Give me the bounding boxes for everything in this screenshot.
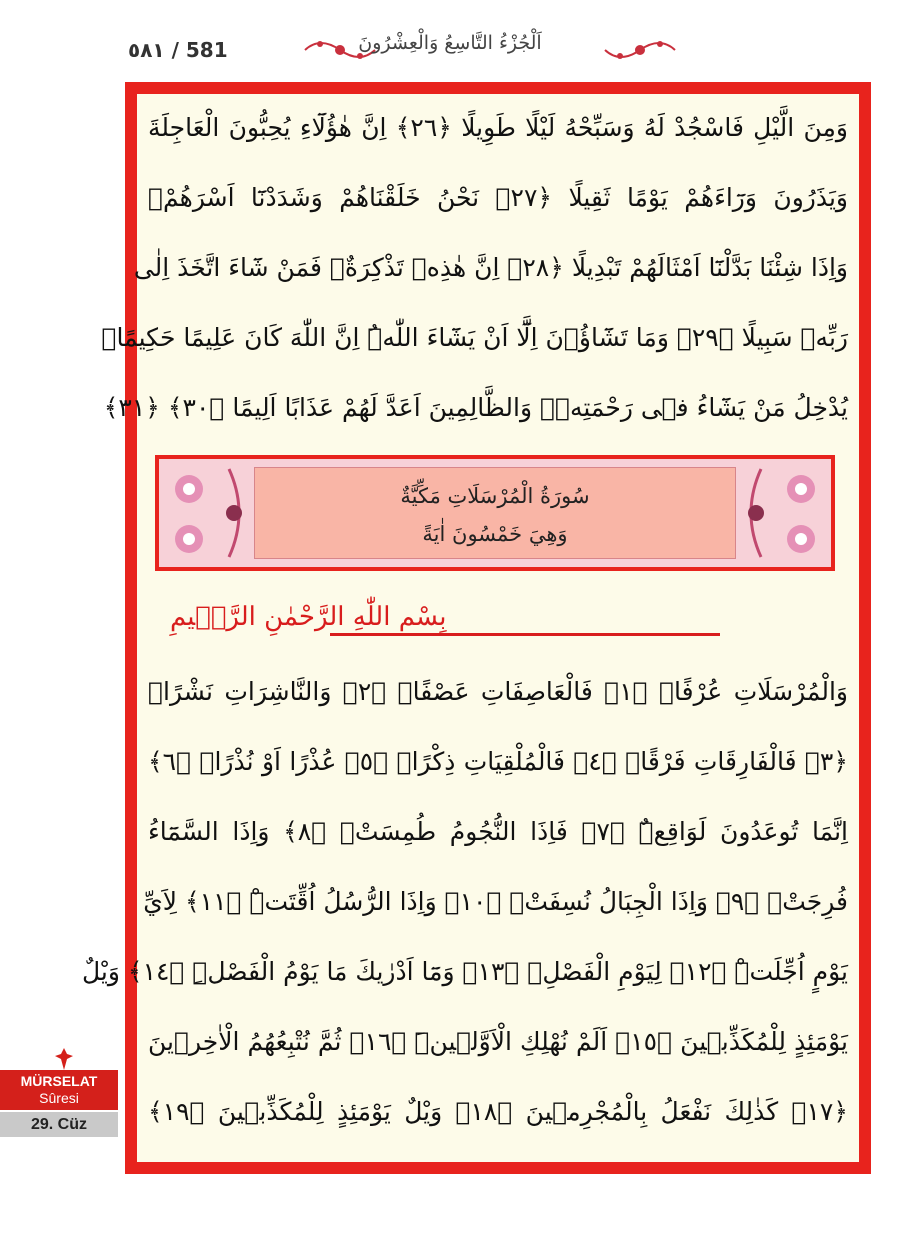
ayah-count: وَهِيَ خَمْسُونَ اٰيَةً	[422, 522, 568, 546]
header-ornament-right-icon	[600, 34, 680, 66]
basmala-stroke	[330, 633, 720, 636]
floral-ornament-icon	[736, 459, 831, 567]
verse-line: رَبِّهٖ سَبِيلًا ﴿٢٩﴾ وَمَا تَشَٓاؤُ۫نَ اِلَّٓا اَنْ يَشَٓاءَ اللّٰهُۜ اِنَّ اللّٰهَ كَانَ عَلِيمًا حَكِيمًاۗ	[101, 323, 848, 352]
verse-line: وَمِنَ الَّيْلِ فَاسْجُدْ لَهُ وَسَبِّحْهُ لَيْلًا طَوِيلًا ﴿٢٦﴾ اِنَّ هٰؤُلَٓاءِ يُحِبُّونَ الْعَاجِلَةَ	[148, 113, 848, 142]
surah-side-label: Sûresi	[39, 1090, 79, 1106]
juz-side-tab[interactable]: 29. Cüz	[0, 1112, 118, 1137]
surah-title: سُورَةُ الْمُرْسَلَاتِ مَكِّيَّةٌ	[400, 484, 590, 508]
verse-line: يَوْمَئِذٍ لِلْمُكَذِّب۪ينَ ﴿١٥﴾ اَلَمْ نُهْلِكِ الْاَوَّل۪ينَۜ ﴿١٦﴾ ثُمَّ نُتْبِعُهُمُ الْاٰخِر۪ينَ	[148, 1027, 848, 1056]
verse-line: فُرِجَتْۙ ﴿٩﴾ وَاِذَا الْجِبَالُ نُسِفَتْۙ ﴿١٠﴾ وَاِذَا الرُّسُلُ اُقِّتَتْۜ ﴿١١﴾ لِاَيِّ	[143, 887, 848, 916]
verse-line: وَيَذَرُونَ وَرَٓاءَهُمْ يَوْمًا ثَقِيلًا ﴿٢٧﴾ نَحْنُ خَلَقْنَاهُمْ وَشَدَدْنَٓا اَسْرَهُمْۚ	[148, 183, 848, 212]
floral-ornament-icon	[159, 459, 254, 567]
banner-ornament-frame	[159, 459, 831, 567]
verse-line: يُدْخِلُ مَنْ يَشَٓاءُ فٖى رَحْمَتِهٖۜ وَالظَّالِمِينَ اَعَدَّ لَهُمْ عَذَابًا اَلِيمًا ﴿٣٠﴾ ﴿٣١﴾	[103, 393, 848, 422]
verse-line: ﴿٣﴾ فَالْفَارِقَاتِ فَرْقًاۙ ﴿٤﴾ فَالْمُلْقِيَاتِ ذِكْرًاۙ ﴿٥﴾ عُذْرًا اَوْ نُذْرًاۙ ﴿٦﴾	[148, 747, 848, 776]
verse-line: ﴿١٧﴾ كَذٰلِكَ نَفْعَلُ بِالْمُجْرِم۪ينَ ﴿١٨﴾ وَيْلٌ يَوْمَئِذٍ لِلْمُكَذِّب۪ينَ ﴿١٩﴾	[148, 1097, 848, 1126]
fleur-ornament-icon	[55, 1048, 73, 1070]
surah-side-tab[interactable]	[0, 1070, 118, 1110]
verse-line: وَاِذَا شِئْنَا بَدَّلْنَٓا اَمْثَالَهُمْ تَبْدِيلًا ﴿٢٨﴾ اِنَّ هٰذِهٖ تَذْكِرَةٌۚ فَمَنْ شَٓاءَ اتَّخَذَ اِلٰى	[133, 253, 848, 282]
verse-line: اِنَّمَا تُوعَدُونَ لَوَاقِعٌۜ ﴿٧﴾ فَاِذَا النُّجُومُ طُمِسَتْۙ ﴿٨﴾ وَاِذَا السَّمَٓاءُ	[148, 817, 848, 846]
verse-line: يَوْمٍ اُجِّلَتْۜ ﴿١٢﴾ لِيَوْمِ الْفَصْلِۚ ﴿١٣﴾ وَمَٓا اَدْرٰيكَ مَا يَوْمُ الْفَصْلِۜ ﴿١٤﴾ وَيْلٌ	[82, 957, 848, 986]
surah-side-name: MÜRSELAT	[20, 1073, 98, 1089]
verse-line: وَالْمُرْسَلَاتِ عُرْفًاۙ ﴿١﴾ فَالْعَاصِفَاتِ عَصْفًاۙ ﴿٢﴾ وَالنَّاشِرَاتِ نَشْرًاۙ	[148, 677, 848, 706]
banner-title-box	[254, 467, 736, 559]
page-header	[0, 0, 900, 80]
juz-title: اَلْجُزْءُ التَّاسِعُ وَالْعِشْرُونَ	[358, 32, 542, 54]
surah-banner	[155, 455, 835, 571]
basmala: بِسْمِ اللّٰهِ الرَّحْمٰنِ الرَّح۪يمِ	[170, 602, 447, 632]
page-number: ٥٨١ / 581	[128, 38, 228, 62]
